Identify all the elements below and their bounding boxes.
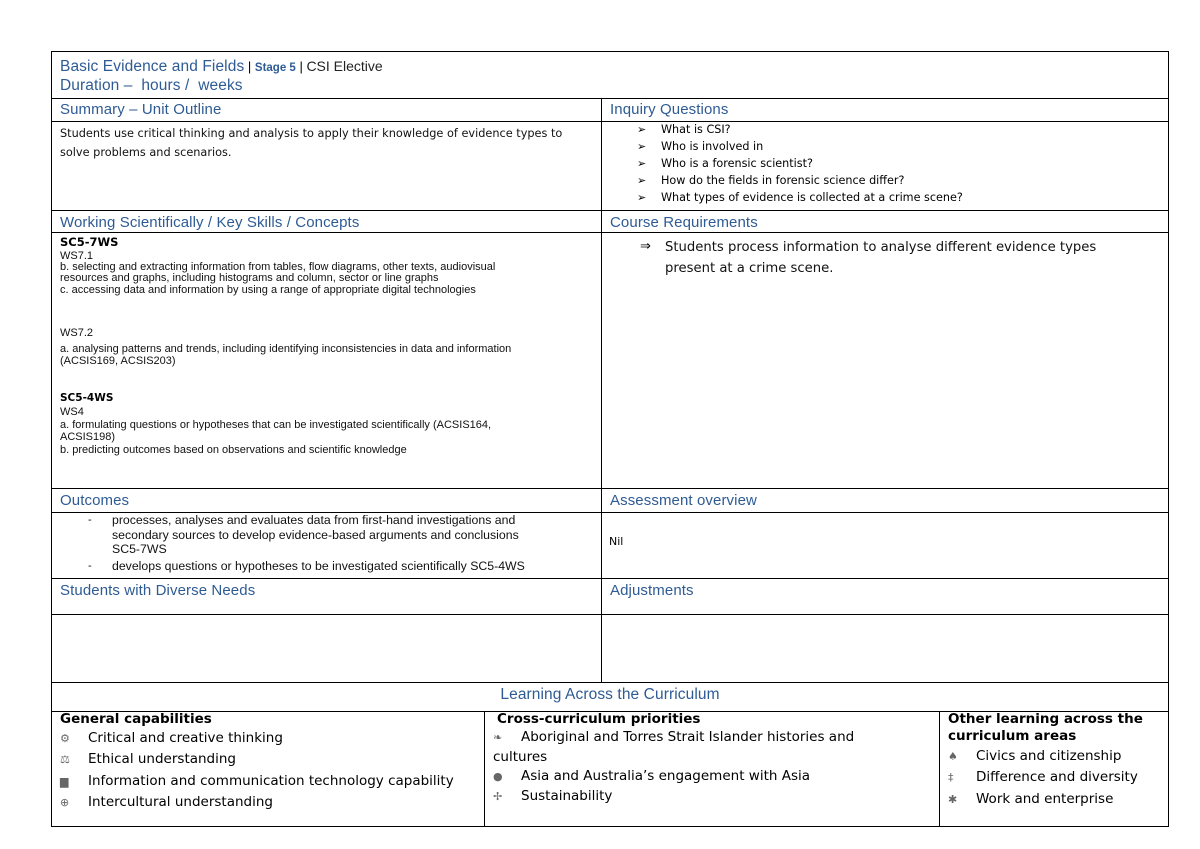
course-heading: Course Requirements [610,214,758,231]
priority-label: Aboriginal and Torres Strait Islander histories and [521,729,855,745]
column-divider [601,98,602,682]
arrow-bullet-icon: ➢ [637,191,647,204]
ws-item: c. accessing data and information by using a range of appropriate digital technologies [60,283,476,296]
ws-item: b. selecting and extracting information from tables, flow diagrams, other texts, audiovisual [60,261,496,274]
aboriginal-icon: ❧ [493,731,503,744]
list-item [948,746,1138,767]
priority-label-cont: cultures [493,748,548,765]
inquiry-question: Who is involved in [661,140,764,153]
list-item [948,789,1138,810]
lac-heading: Learning Across the Curriculum [500,686,720,703]
inquiry-question: Who is a forensic scientist? [661,157,813,170]
stage-label: Stage 5 [254,62,296,74]
capability-label: Information and communication technology capability [88,772,454,789]
priority-label: Sustainability [521,787,613,804]
arrow-bullet-icon: ➢ [637,123,647,136]
list-item [637,174,904,191]
list-item [637,157,813,174]
inquiry-question: How do the fields in forensic science differ? [661,174,905,187]
ws-item: resources and graphs, including histograms and column, sector or line graphs [60,272,439,285]
unit-title-row [60,56,383,76]
elective-label: CSI Elective [306,58,383,74]
inquiry-heading: Inquiry Questions [610,101,729,118]
ws-code: WS4 [60,406,84,418]
other-heading-line: Other learning across the [948,711,1143,727]
other-learning-heading [948,711,1143,745]
summary-heading: Summary – Unit Outline [60,101,222,118]
capability-label: Intercultural understanding [88,793,273,810]
outcomes-list [88,513,598,578]
general-capabilities-list [60,728,454,813]
summary-text-line: solve problems and scenarios. [60,146,232,159]
inquiry-question: What types of evidence is collected at a crime scene? [661,191,963,204]
course-text [665,237,1096,279]
list-item [637,191,963,208]
list-item [60,771,454,792]
ws-code: WS7.2 [60,327,94,339]
ws72-block [60,327,595,368]
outcome-item: develops questions or hypotheses to be investigated scientifically SC5-4WS [112,559,525,573]
summary-text-line: Students use critical thinking and analysis to apply their knowledge of evidence types to [60,127,563,140]
arrow-bullet-icon: ➢ [637,157,647,170]
capability-label: Critical and creative thinking [88,730,283,746]
outcome-code: SC5-4WS [60,392,114,404]
other-heading-line: curriculum areas [948,728,1077,744]
divider [52,121,1168,122]
duration-label: Duration – hours / weeks [60,77,243,94]
ws-item: (ACSIS169, ACSIS203) [60,355,176,367]
assessment-heading: Assessment overview [610,492,757,509]
list-item [637,140,763,157]
list-item [493,728,854,748]
dash-bullet: - [88,514,92,526]
ws-item: a. analysing patterns and trends, including identifying inconsistencies in data and information [60,342,512,355]
globe-icon: ⊕ [60,795,70,809]
course-text-line: Students process information to analyse different evidence types [665,240,1097,255]
outcome-line: processes, analyses and evaluates data from first-hand investigations and [112,513,516,527]
course-text-line: present at a crime scene. [665,261,834,276]
other-label: Work and enterprise [976,790,1114,807]
diverse-needs-heading: Students with Diverse Needs [60,582,256,599]
other-label: Civics and citizenship [976,748,1122,764]
list-item [493,767,854,787]
list-item [60,728,454,749]
arrow-bullet-icon: ➢ [637,140,647,153]
adjustments-heading: Adjustments [610,582,694,599]
title-separator: | [244,59,255,74]
outcome-item [112,513,519,557]
dash-bullet: - [88,560,92,572]
list-item [60,792,454,813]
unit-title: Basic Evidence and Fields [60,58,245,75]
sustainability-icon: ✢ [493,789,503,803]
working-heading: Working Scientifically / Key Skills / Concepts [60,214,360,231]
inquiry-list [637,123,1157,211]
scales-icon: ⚖ [60,753,70,767]
ws-item: a. formulating questions or hypotheses that can be investigated scientifically (ACSIS164, [60,418,492,431]
divider [52,682,1168,683]
other-label: Difference and diversity [976,769,1138,786]
summary-text [60,124,562,162]
list-item [637,123,731,140]
other-learning-list [948,746,1138,810]
cross-curriculum-heading: Cross-curriculum priorities [497,711,701,727]
ws71-block [60,251,595,296]
ws-code: WS7.1 [60,250,94,262]
ws4-block [60,406,595,456]
divider [52,98,1168,99]
divider [52,488,1168,489]
stage-separator: | [295,59,307,74]
work-icon: ✱ [948,792,958,806]
inquiry-question: What is CSI? [661,123,731,136]
list-item [948,767,1138,788]
asia-icon: ● [493,770,503,783]
ws-item: b. predicting outcomes based on observations and scientific knowledge [60,443,407,456]
outcome-line: SC5-7WS [112,542,167,556]
course-arrow-icon: ⇒ [640,238,651,253]
divider [52,232,1168,233]
computer-icon: ▆ [60,774,69,788]
cross-curriculum-list [493,728,854,806]
arrow-bullet-icon: ➢ [637,174,647,187]
general-capabilities-heading: General capabilities [60,711,212,727]
outcome-code: SC5-7WS [60,235,119,249]
gears-icon: ⚙ [60,732,70,745]
outcomes-heading: Outcomes [60,492,130,509]
capability-label: Ethical understanding [88,751,237,768]
outcome-line: secondary sources to develop evidence-based arguments and conclusions [112,527,519,542]
column-divider [484,711,485,826]
priority-label: Asia and Australia’s engagement with Asia [521,768,811,784]
unit-outline-table [51,51,1169,827]
ws-item: ACSIS198) [60,431,116,443]
column-divider [939,711,940,826]
list-item [493,787,854,807]
divider [52,614,1168,615]
divider [52,578,1168,579]
civics-icon: ♠ [948,750,958,763]
assessment-text: Nil [609,535,624,548]
list-item [60,749,454,770]
difference-icon: ‡ [948,771,954,785]
